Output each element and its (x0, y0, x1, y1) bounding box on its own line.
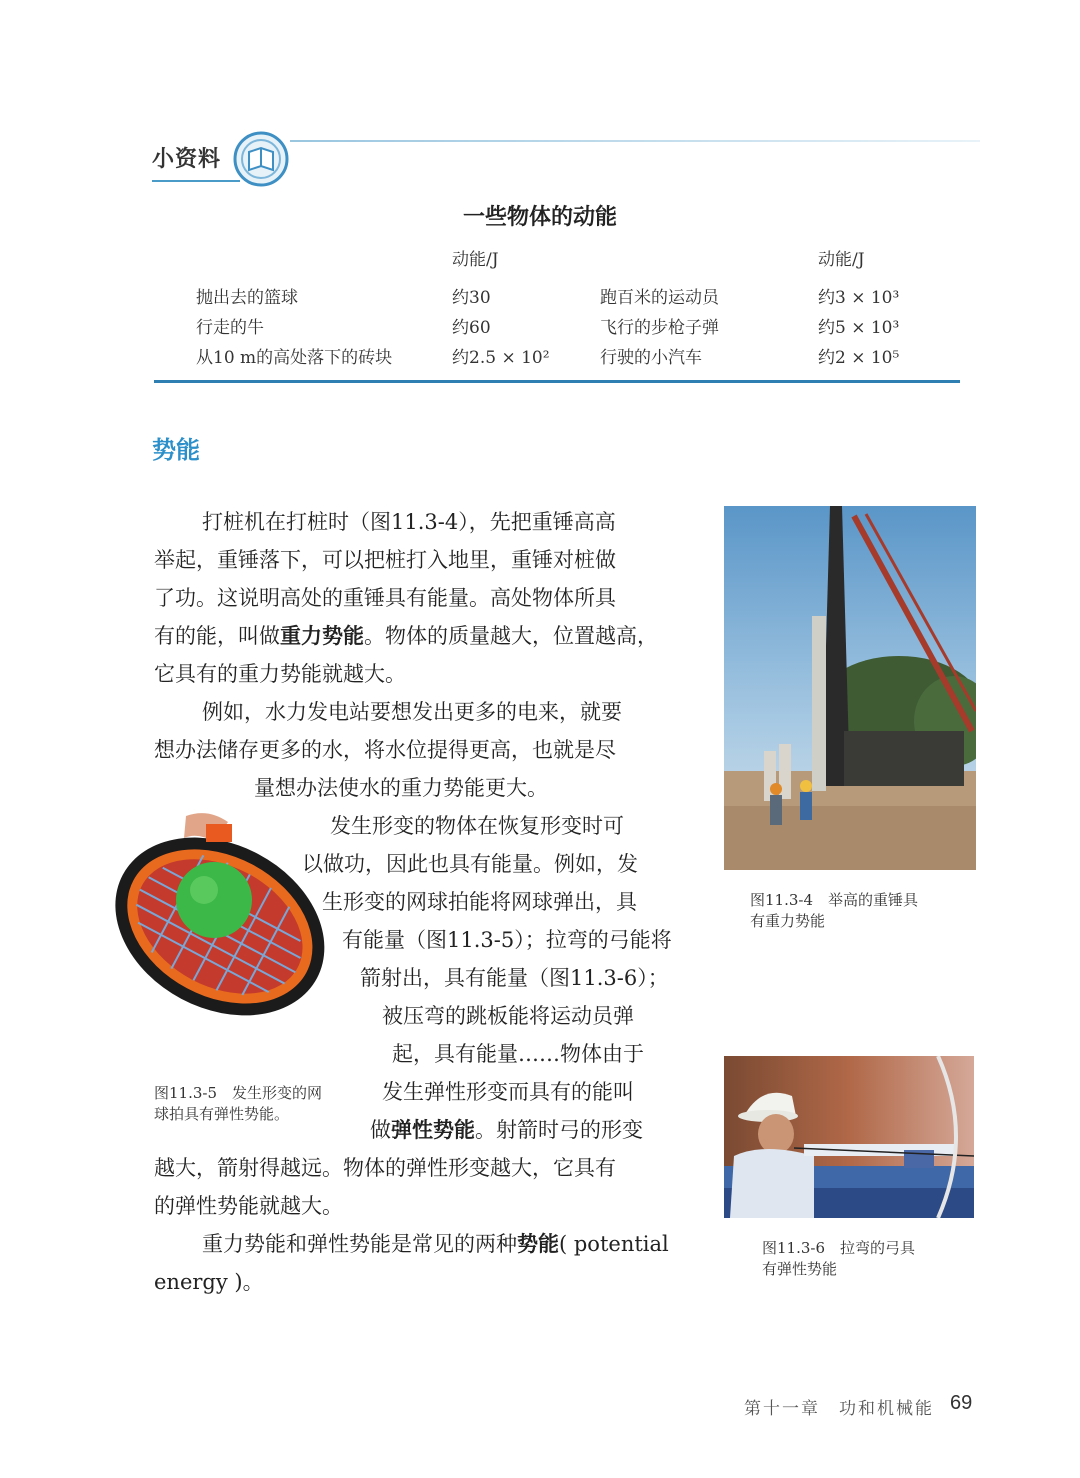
table-col-header-right: 动能/J (818, 250, 865, 270)
table-row-name: 行驶的小汽车 (600, 348, 702, 368)
book-icon (232, 130, 290, 188)
pile-driver-photo (724, 506, 976, 870)
table-row-name: 飞行的步枪子弹 (600, 318, 719, 338)
body-line: 例如，水力发电站要想发出更多的电来，就要 (202, 700, 622, 724)
sidebar-underline (152, 180, 240, 182)
table-row-value: 约30 (452, 288, 491, 308)
body-line: 以做功，因此也具有能量。例如，发 (302, 852, 638, 876)
sidebar-top-line (290, 140, 980, 142)
body-line: 越大，箭射得越远。物体的弹性形变越大，它具有 (154, 1156, 616, 1180)
archer-photo (724, 1056, 974, 1218)
table-row-name: 跑百米的运动员 (600, 288, 719, 308)
body-line: 它具有的重力势能就越大。 (154, 662, 406, 686)
section-heading: 势能 (152, 436, 200, 464)
body-line: 起，具有能量……物体由于 (392, 1042, 644, 1066)
body-line: 量想办法使水的重力势能更大。 (254, 776, 548, 800)
body-text: 重力势能和弹性势能是常见的两种 (202, 1232, 517, 1256)
body-text: 做 (370, 1118, 391, 1142)
table-row-value: 约2 × 10⁵ (818, 348, 900, 368)
body-text: 有的能，叫做 (154, 624, 280, 648)
term-gravitational-pe: 重力势能 (280, 624, 364, 648)
body-line (154, 617, 658, 655)
body-line: energy )。 (154, 1270, 264, 1294)
body-line: 生形变的网球拍能将网球弹出，具 (322, 890, 637, 914)
table-bottom-rule (154, 380, 960, 383)
table-row-name: 行走的牛 (196, 318, 264, 338)
fig6-caption-line: 图11.3-6 拉弯的弓具 (762, 1239, 916, 1257)
table-row-value: 约3 × 10³ (818, 288, 900, 308)
body-line (202, 1225, 669, 1263)
body-line: 想办法储存更多的水，将水位提得更高，也就是尽 (154, 738, 616, 762)
body-line: 被压弯的跳板能将运动员弹 (382, 1004, 634, 1028)
table-row-value: 约60 (452, 318, 491, 338)
table-row-value: 约5 × 10³ (818, 318, 900, 338)
body-line: 发生形变的物体在恢复形变时可 (330, 814, 624, 838)
body-text: ( potential (559, 1232, 669, 1256)
body-line: 举起，重锤落下，可以把桩打入地里，重锤对桩做 (154, 548, 616, 572)
body-line: 的弹性势能就越大。 (154, 1194, 343, 1218)
body-line: 了功。这说明高处的重锤具有能量。高处物体所具 (154, 586, 616, 610)
table-row-name: 抛出去的篮球 (196, 288, 298, 308)
fig6-caption-line: 有弹性势能 (762, 1260, 838, 1278)
sidebar-label: 小资料 (152, 147, 222, 172)
fig5-caption-line: 球拍具有弹性势能。 (154, 1105, 290, 1123)
fig5-caption-line: 图11.3-5 发生形变的网 (154, 1084, 323, 1102)
tennis-racket-illustration (96, 808, 344, 1070)
body-line: 打桩机在打桩时（图11.3-4），先把重锤高高 (202, 510, 616, 534)
fig4-caption-line: 有重力势能 (750, 912, 826, 930)
body-line (370, 1111, 643, 1149)
page-number: 69 (950, 1392, 973, 1414)
table-row-name: 从10 m的高处落下的砖块 (196, 348, 393, 368)
term-elastic-pe: 弹性势能 (391, 1118, 475, 1142)
body-line: 箭射出，具有能量（图11.3-6）； (360, 966, 669, 990)
body-text: 。射箭时弓的形变 (475, 1118, 643, 1142)
term-potential-energy: 势能 (517, 1232, 559, 1256)
body-text: 。物体的质量越大，位置越高， (364, 624, 658, 648)
table-title: 一些物体的动能 (462, 205, 617, 230)
fig4-caption-line: 图11.3-4 举高的重锤具 (750, 891, 919, 909)
table-col-header-left: 动能/J (452, 250, 499, 270)
body-line: 发生弹性形变而具有的能叫 (382, 1080, 634, 1104)
table-row-value: 约2.5 × 10² (452, 348, 550, 368)
footer-chapter: 第十一章 功和机械能 (744, 1399, 934, 1419)
body-line: 有能量（图11.3-5）；拉弯的弓能将 (342, 928, 672, 952)
